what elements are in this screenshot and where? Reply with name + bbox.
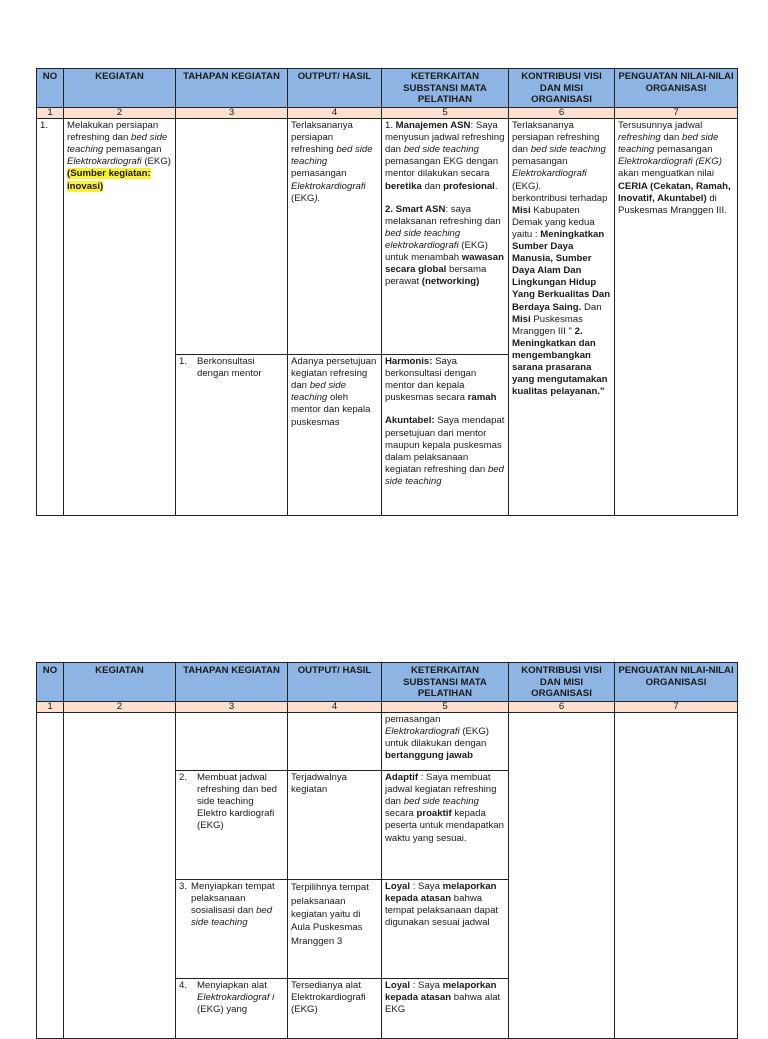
col-number: 3 xyxy=(176,701,288,713)
header-row xyxy=(37,663,738,702)
tahapan-cell-empty xyxy=(176,119,288,355)
column-number-row xyxy=(37,701,738,713)
output-cell: Tersedianya alat Elektrokardiografi (EKG) xyxy=(288,979,382,1039)
col-number: 1 xyxy=(37,701,64,713)
col-number: 4 xyxy=(288,701,382,713)
header-no: NO xyxy=(37,69,64,108)
col-number: 6 xyxy=(509,701,615,713)
header-kontribusi: KONTRIBUSI VISI DAN MISI ORGANISASI xyxy=(509,69,615,108)
kontribusi-cell-empty xyxy=(509,713,615,1039)
table-page-2 xyxy=(36,662,738,1039)
tahapan-cell: 1. Berkonsultasi dengan mentor xyxy=(176,355,288,516)
header-no: NO xyxy=(37,663,64,702)
kegiatan-cell: Melakukan persiapan refreshing dan bed side teaching pemasangan Elektrokardiografi (EKG) (Sumber kegiatan: inovasi) xyxy=(64,119,176,516)
table-row xyxy=(37,119,738,355)
row-number-empty xyxy=(37,713,64,1039)
penguatan-cell-empty xyxy=(615,713,738,1039)
header-tahapan: TAHAPAN KEGIATAN xyxy=(176,69,288,108)
row-number: 1. xyxy=(37,119,64,516)
header-output: OUTPUT/ HASIL xyxy=(288,663,382,702)
col-number: 2 xyxy=(64,701,176,713)
tahapan-cell: 4. Menyiapkan alat Elektrokardiograf i (EKG) yang xyxy=(176,979,288,1039)
table-row xyxy=(37,713,738,771)
substansi-cell: 1. Manajemen ASN: Saya menyusun jadwal refreshing dan bed side teaching pemasangan EKG dengan mentor dilakukan secara beretika dan profesional. 2. Smart ASN: saya melaksanan refreshing dan bed side teaching elektrokardiografi (EKG) untuk menambah wawasan secara global bersama perawat (networking) xyxy=(382,119,509,355)
output-cell: Adanya persetujuan kegiatan refresing dan bed side teaching oleh mentor dan kepala puskesmas xyxy=(288,355,382,516)
col-number: 1 xyxy=(37,107,64,119)
col-number: 6 xyxy=(509,107,615,119)
header-kegiatan: KEGIATAN xyxy=(64,69,176,108)
col-number: 7 xyxy=(615,701,738,713)
col-number: 5 xyxy=(382,107,509,119)
tahapan-cell: 2. Membuat jadwal refreshing dan bed side teaching Elektro kardiografi (EKG) xyxy=(176,771,288,880)
substansi-cell: pemasangan Elektrokardiografi (EKG) untuk dilakukan dengan bertanggung jawab xyxy=(382,713,509,771)
header-row xyxy=(37,69,738,108)
col-number: 2 xyxy=(64,107,176,119)
kontribusi-cell: Terlaksananya persiapan refreshing dan bed side teaching pemasangan Elektrokardiografi (EKG). berkontribusi terhadap Misi Kabupaten Demak yang kedua yaitu : Meningkatkan Sumber Daya Manusia, Sumber Daya Alam Dan Lingkungan Hidup Yang Berkualitas Dan Berdaya Saing. Dan Misi Puskesmas Mranggen III " 2. Meningkatkan dan mengembangkan sarana prasarana yang mengutamakan kualitas pelayanan." xyxy=(509,119,615,516)
highlighted-source-note: (Sumber kegiatan: inovasi) xyxy=(67,168,151,192)
header-penguatan: PENGUATAN NILAI-NILAI ORGANISASI xyxy=(615,663,738,702)
table-page-1 xyxy=(36,68,738,516)
col-number: 5 xyxy=(382,701,509,713)
header-substansi: KETERKAITAN SUBSTANSI MATA PELATIHAN xyxy=(382,69,509,108)
col-number: 7 xyxy=(615,107,738,119)
header-penguatan: PENGUATAN NILAI-NILAI ORGANISASI xyxy=(615,69,738,108)
output-cell: Terlaksananya persiapan refreshing bed side teaching pemasangan Elektrokardiografi (EKG). xyxy=(288,119,382,355)
tahapan-cell-empty xyxy=(176,713,288,771)
col-number: 4 xyxy=(288,107,382,119)
output-cell: Terpilihnya tempat pelaksanaan kegiatan yaitu di Aula Puskesmas Mranggen 3 xyxy=(288,880,382,979)
kegiatan-cell-empty xyxy=(64,713,176,1039)
column-number-row xyxy=(37,107,738,119)
header-output: OUTPUT/ HASIL xyxy=(288,69,382,108)
output-cell-empty xyxy=(288,713,382,771)
substansi-cell: Loyal : Saya melaporkan kepada atasan bahwa alat EKG xyxy=(382,979,509,1039)
header-kegiatan: KEGIATAN xyxy=(64,663,176,702)
substansi-cell: Adaptif : Saya membuat jadwal kegiatan refreshing dan bed side teaching secara proaktif kepada peserta untuk mendapatkan waktu yang sesuai. xyxy=(382,771,509,880)
tahapan-cell: 3. Menyiapkan tempat pelaksanaan sosialisasi dan bed side teaching xyxy=(176,880,288,979)
header-substansi: KETERKAITAN SUBSTANSI MATA PELATIHAN xyxy=(382,663,509,702)
substansi-cell: Loyal : Saya melaporkan kepada atasan bahwa tempat pelaksanaan dapat digunakan sesuai jadwal xyxy=(382,880,509,979)
header-tahapan: TAHAPAN KEGIATAN xyxy=(176,663,288,702)
col-number: 3 xyxy=(176,107,288,119)
output-cell: Terjadwalnya kegiatan xyxy=(288,771,382,880)
substansi-cell: Harmonis: Saya berkonsultasi dengan mentor dan kepala puskesmas secara ramah Akuntabel: Saya mendapat persetujuan dari mentor maupun kepala puskesmas dalam pelaksanaan kegiatan refreshing dan bed side teaching xyxy=(382,355,509,516)
header-kontribusi: KONTRIBUSI VISI DAN MISI ORGANISASI xyxy=(509,663,615,702)
penguatan-cell: Tersusunnya jadwal refreshing dan bed side teaching pemasangan Elektrokardiografi (EKG) akan menguatkan nilai CERIA (Cekatan, Ramah, Inovatif, Akuntabel) di Puskesmas Mranggen III. xyxy=(615,119,738,516)
